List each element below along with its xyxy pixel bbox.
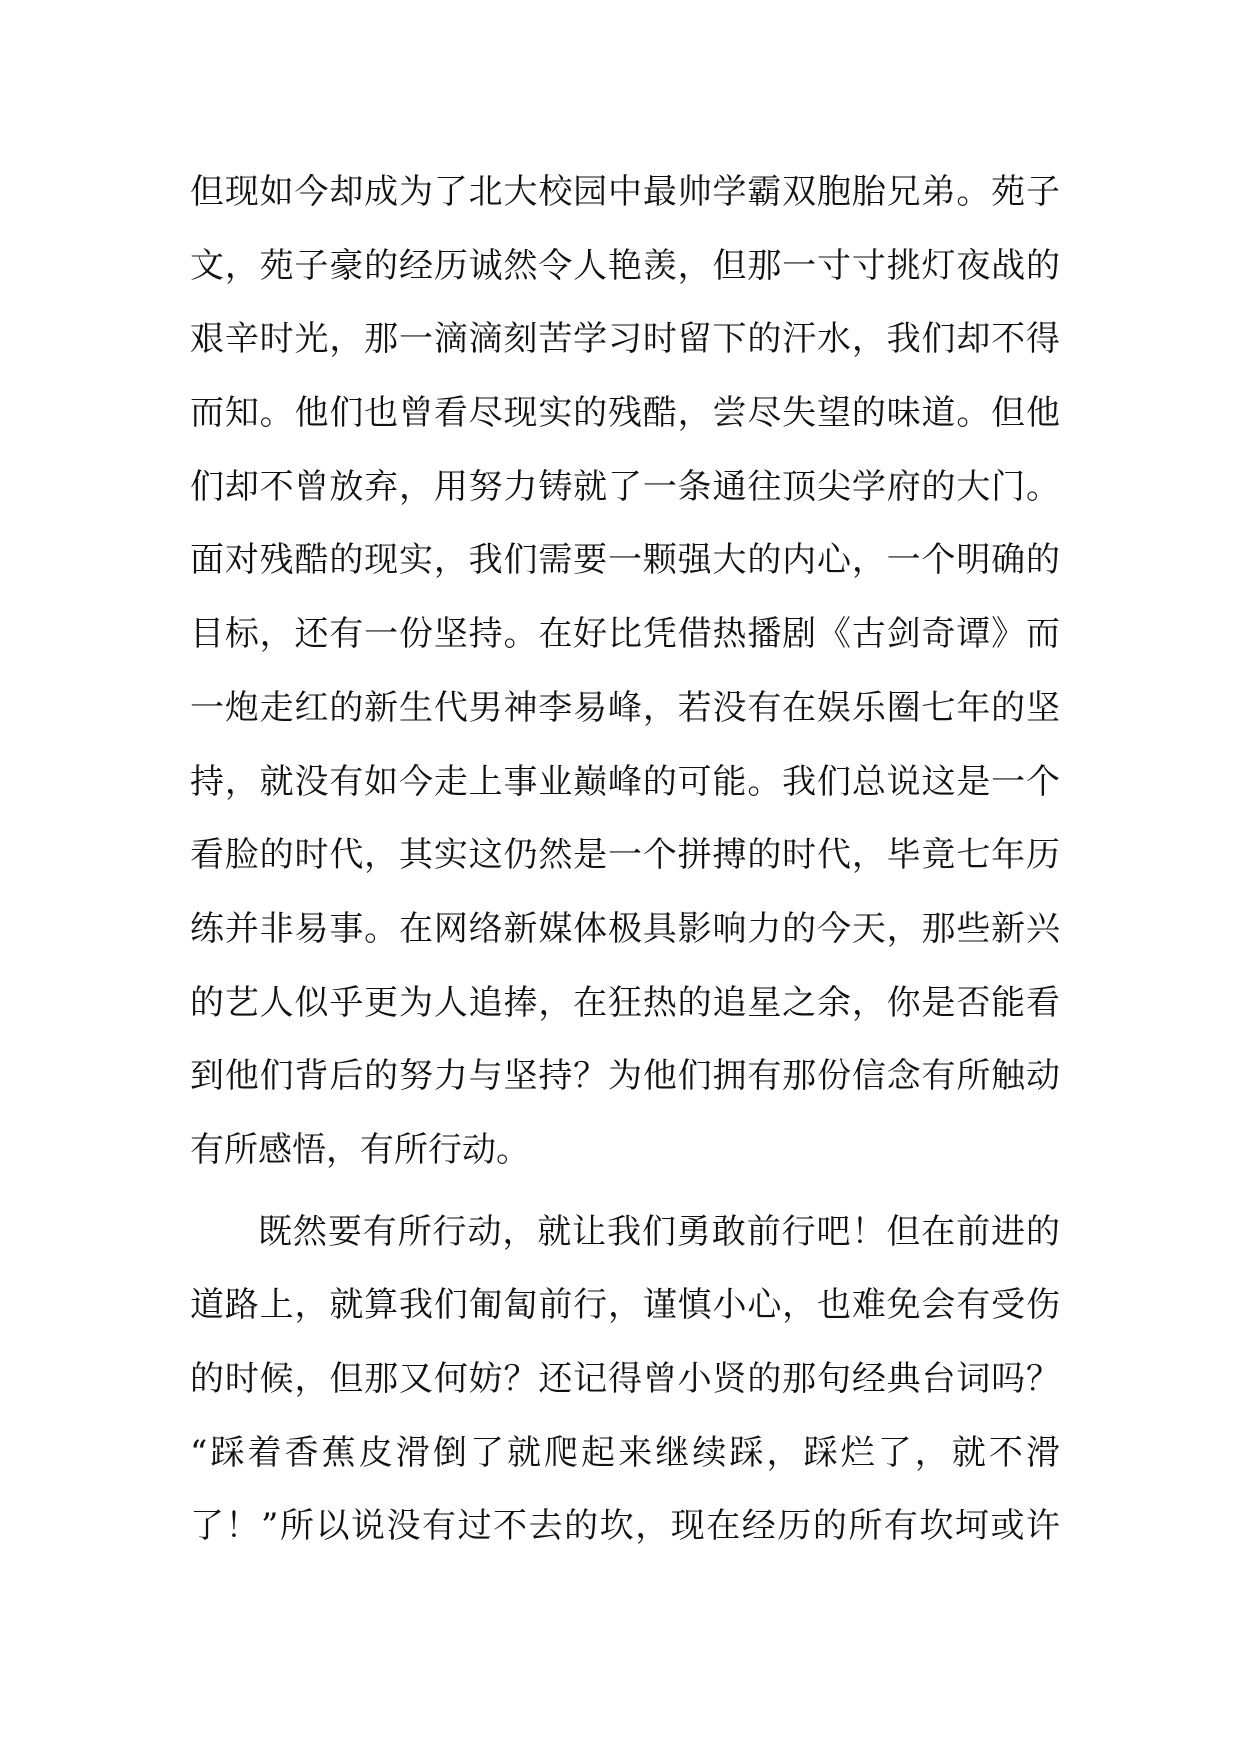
text-line: 既然要有所行动，就让我们勇敢前行吧！但在前进的 (258, 1211, 1060, 1252)
text-line: 面对残酷的现实，我们需要一颗强大的内心，一个明确的 (190, 540, 1060, 581)
text-line: 了！”所以说没有过不去的坎，现在经历的所有坎坷或许 (190, 1506, 1060, 1547)
text-line: 持，就没有如今走上事业巅峰的可能。我们总说这是一个 (190, 761, 1060, 802)
text-line: 而知。他们也曾看尽现实的残酷，尝尽失望的味道。但他 (190, 393, 1060, 434)
text-line: 的时候，但那又何妨？还记得曾小贤的那句经典台词吗？ (190, 1359, 1060, 1399)
text-line: 目标，还有一份坚持。在好比凭借热播剧《古剑奇谭》而 (190, 614, 1060, 655)
text-line: 有所感悟，有所行动。 (190, 1129, 530, 1170)
text-line: “踩着香蕉皮滑倒了就爬起来继续踩，踩烂了，就不滑 (190, 1432, 1060, 1473)
paragraph-gap (190, 1204, 1060, 1212)
text-line: 到他们背后的努力与坚持？为他们拥有那份信念有所触动 (190, 1056, 1060, 1097)
text-line: 道路上，就算我们匍匐前行，谨慎小心，也难免会有受伤 (190, 1285, 1060, 1326)
text-line: 的艺人似乎更为人追捧，在狂热的追星之余，你是否能看 (190, 982, 1060, 1023)
text-line: 练并非易事。在网络新媒体极具影响力的今天，那些新兴 (190, 908, 1060, 949)
text-line: 艰辛时光，那一滴滴刻苦学习时留下的汗水，我们却不得 (190, 319, 1060, 360)
text-line: 一炮走红的新生代男神李易峰，若没有在娱乐圈七年的坚 (190, 687, 1060, 728)
text-line: 文，苑子豪的经历诚然令人艳羡，但那一寸寸挑灯夜战的 (190, 245, 1060, 286)
text-line: 们却不曾放弃，用努力铸就了一条通往顶尖学府的大门。 (190, 466, 1060, 507)
paragraph-2 (190, 1212, 1060, 1580)
paragraph-1 (190, 172, 1060, 1204)
text-line: 看脸的时代，其实这仍然是一个拼搏的时代，毕竟七年历 (190, 835, 1060, 876)
text-line: 但现如今却成为了北大校园中最帅学霸双胞胎兄弟。苑子 (190, 172, 1060, 212)
body-text (190, 172, 1060, 1580)
